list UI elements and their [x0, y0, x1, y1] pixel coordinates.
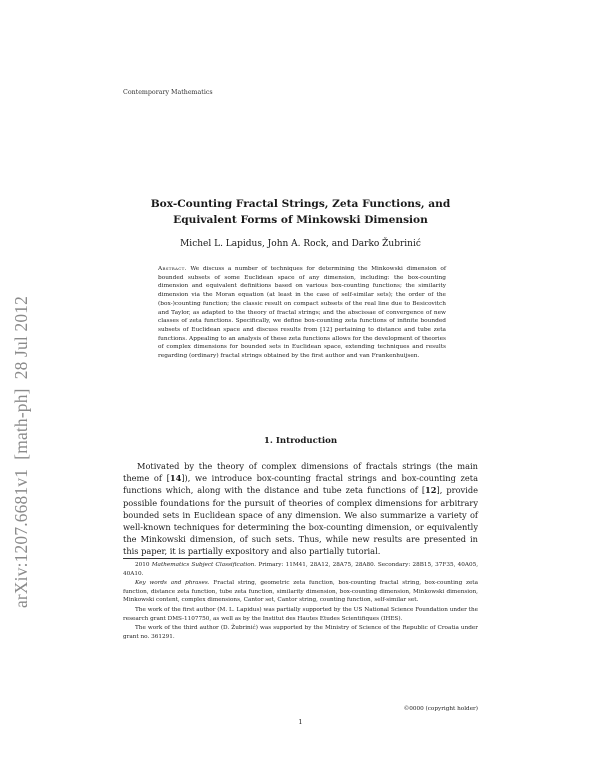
msc-footnote: 2010 Mathematics Subject Classification. Primary: 11M41, 28A12, 28A75, 28A80. Secondary: 28B15, 37F35, 40A05, 40A10. [123, 562, 479, 577]
abstract [158, 265, 446, 361]
paper-title [123, 196, 478, 228]
title-line-2: Equivalent Forms of Minkowski Dimension [173, 214, 428, 226]
keywords-footnote: Key words and phrases. Fractal string, geometric zeta function, box-counting fractal string, box-counting zeta function, distance zeta function, tube zeta function, similarity dimension, box-counting dimension, Minkowski dimension, Minkowski content, complex dimensions, Cantor set, Cantor string, counting function, self-similar set. [123, 580, 478, 604]
page-number: 1 [298, 718, 303, 726]
abstract-label: Abstract. [158, 266, 187, 272]
authors: Michel L. Lapidus, John A. Rock, and Darko Žubrinić [180, 239, 421, 249]
intro-text-1: Motivated by the theory of complex dimensions of fractals strings (the main theme of [ [123, 461, 478, 484]
section-heading: 1. Introduction [263, 436, 338, 446]
arxiv-category: [math-ph] [11, 388, 31, 460]
support-footnote-2: The work of the third author (D. Žubrinić) was supported by the Ministry of Science of the Republic of Croatia under grant no. 361291. [123, 625, 478, 640]
arxiv-identifier-stamp [8, 188, 34, 608]
citation-link[interactable]: 14 [169, 473, 182, 484]
citation-link[interactable]: 12 [425, 485, 437, 496]
support-footnote-1: The work of the first author (M. L. Lapidus) was partially supported by the US National Science Foundation under the research grant DMS-1107750, as well as by the Institut des Hautes Etudes Scientifiques (IHES). [123, 606, 478, 622]
intro-text-3: ], provide possible foundations for the pursuit of theories of complex dimensions for arbitrary bounded sets in Euclidean space of any dimension. We also summarize a variety of well-known techniques for determining the box-counting dimension, or equivalently the Minkowski dimension, of such sets. Thus, while new results are presented in this paper, it is partially expository and also partially tutorial. [123, 485, 479, 557]
footnote-rule [123, 558, 231, 559]
title-line-1: Box-Counting Fractal Strings, Zeta Functions, and [150, 198, 451, 210]
footnotes [123, 561, 478, 642]
arxiv-date: 28 Jul 2012 [11, 295, 31, 380]
abstract-text: We discuss a number of techniques for determining the Minkowski dimension of bounded subsets of some Euclidean space of any dimension, including: the box-counting dimension and equivalent definitions based on various box-counting functions; the similarity dimension via the Moran equation (at least in the case of self-similar sets); the order of the (box-)counting function; the classic result on compact subsets of the real line due to Besicovitch and Taylor, as adapted to the theory of fractal strings; and the abscissae of convergence of new classes of zeta functions. Specifically, we define box-counting zeta functions of infinite bounded subsets of Euclidean space and discuss results from [12] pertaining to distance and tube zeta functions. Appealing to an analysis of these zeta functions allows for the development of theories of complex dimensions for bounded sets in Euclidean space, extending techniques and results regarding (ordinary) fractal strings obtained by the first author and van Frankenhuijsen. [158, 266, 447, 360]
running-head: Contemporary Mathematics [123, 89, 213, 96]
introduction-paragraph [123, 460, 478, 558]
intro-text-2: ]), we introduce box-counting fractal strings and box-counting zeta functions which, along with the distance and tube zeta functions of [ [123, 473, 479, 496]
copyright-notice: ©0000 (copyright holder) [403, 706, 478, 712]
arxiv-id: arXiv:1207.6681v1 [11, 468, 31, 608]
